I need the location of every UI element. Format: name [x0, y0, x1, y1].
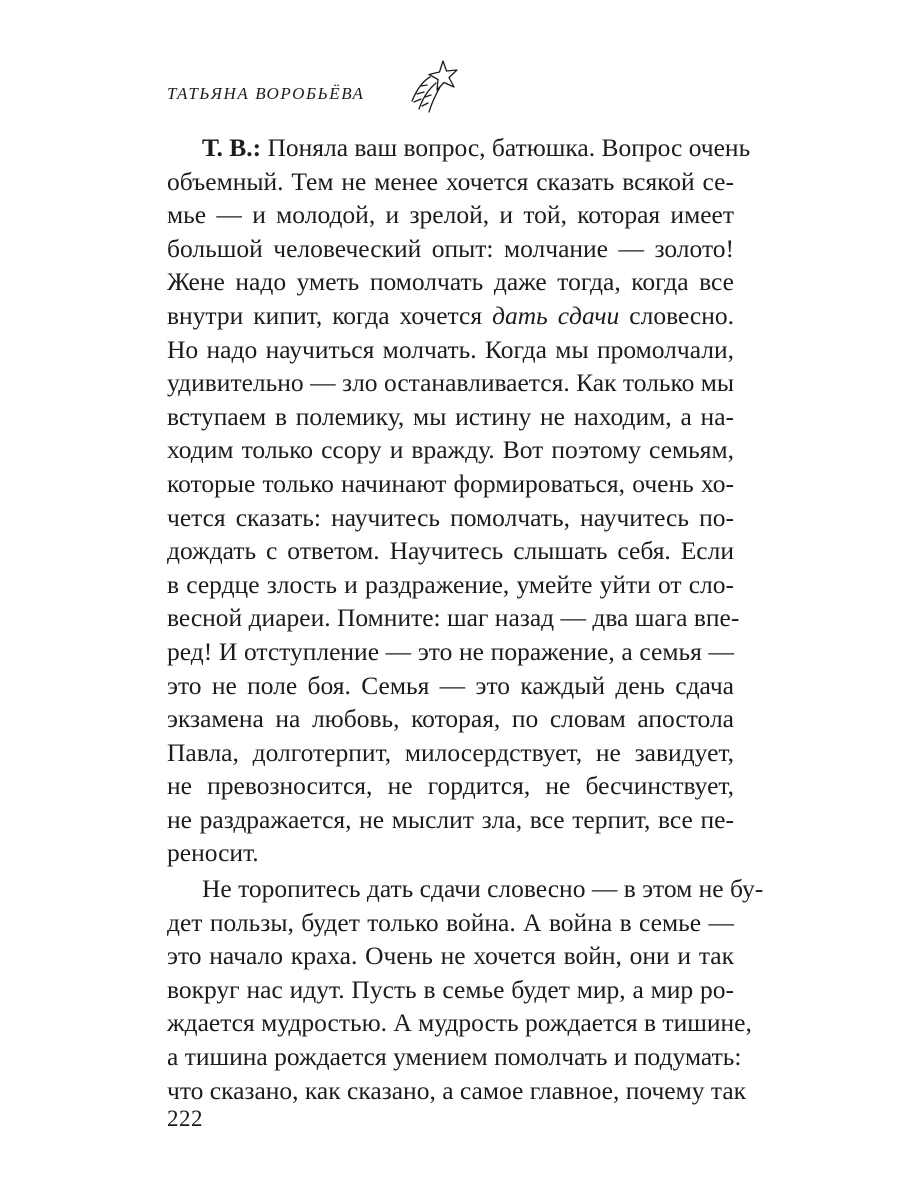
text-line: не превозносится, не гордится, не бесчинствует,: [167, 771, 734, 801]
text-line: ходим только ссору и вражду. Вот поэтому семьям,: [167, 435, 734, 465]
text-line: которые только начинают формироваться, очень хо-: [167, 468, 734, 498]
text-line: удивительно — зло останавливается. Как только мы: [167, 368, 734, 398]
running-head-author: ТАТЬЯНА ВОРОБЬЁВА: [167, 84, 365, 103]
text-line: вокруг нас идут. Пусть в семье будет мир, а мир ро-: [167, 974, 734, 1004]
text-line: реносит.: [167, 838, 259, 868]
text-line: дет пользы, будет только война. А война в семье —: [167, 907, 734, 937]
text-line: внутри кипит, когда хочется дать сдачи словесно.: [167, 300, 735, 330]
running-head: [167, 73, 463, 115]
text-line: объемный. Тем не менее хочется сказать всякой се-: [167, 166, 734, 196]
paragraph-1: [167, 131, 751, 870]
text-line: вступаем в полемику, мы истину не находим, а на-: [167, 401, 734, 431]
page-number: 222: [167, 1106, 203, 1131]
speaker-label: Т. В.:: [202, 133, 262, 162]
text-line: дождать с ответом. Научитесь слышать себя. Если: [167, 536, 734, 566]
text-line: а тишина рождается умением помолчать и подумать:: [167, 1042, 742, 1072]
page-text: [167, 131, 764, 1107]
paragraph-2: [167, 872, 764, 1107]
text-line: мье — и молодой, и зрелой, и той, которая имеет: [167, 200, 734, 230]
text-line: Но надо научиться молчать. Когда мы промолчали,: [167, 334, 734, 364]
text-line: чется сказать: научитесь помолчать, научитесь по-: [167, 502, 734, 532]
shooting-star-icon: [403, 59, 463, 115]
text-line: это начало краха. Очень не хочется войн, они и так: [167, 941, 734, 971]
text-line: Жене надо уметь помолчать даже тогда, когда все: [167, 267, 734, 297]
text-line: Т. В.: Поняла ваш вопрос, батюшка. Вопрос очень: [202, 133, 751, 162]
text-line: ждается мудростью. А мудрость рождается в тишине,: [167, 1008, 752, 1038]
text-line: не раздражается, не мыслит зла, все терпит, все пе-: [167, 804, 734, 834]
text-line: экзамена на любовь, которая, по словам апостола: [167, 704, 734, 734]
italic-phrase: дать сдачи: [492, 300, 620, 330]
text-line: это не поле боя. Семья — это каждый день сдача: [167, 670, 734, 700]
text-line: что сказано, как сказано, а самое главное, почему так: [167, 1075, 747, 1105]
text-line: Павла, долготерпит, милосердствует, не завидует,: [167, 737, 734, 767]
text-line: весной диареи. Помните: шаг назад — два шага впе-: [167, 603, 740, 633]
text-line: в сердце злость и раздражение, умейте уйти от сло-: [167, 569, 734, 599]
text-line: Не торопитесь дать сдачи словесно — в этом не бу-: [202, 874, 764, 904]
text-line: ред! И отступление — это не поражение, а семья —: [167, 636, 734, 666]
text-line: большой человеческий опыт: молчание — золото!: [167, 233, 734, 263]
